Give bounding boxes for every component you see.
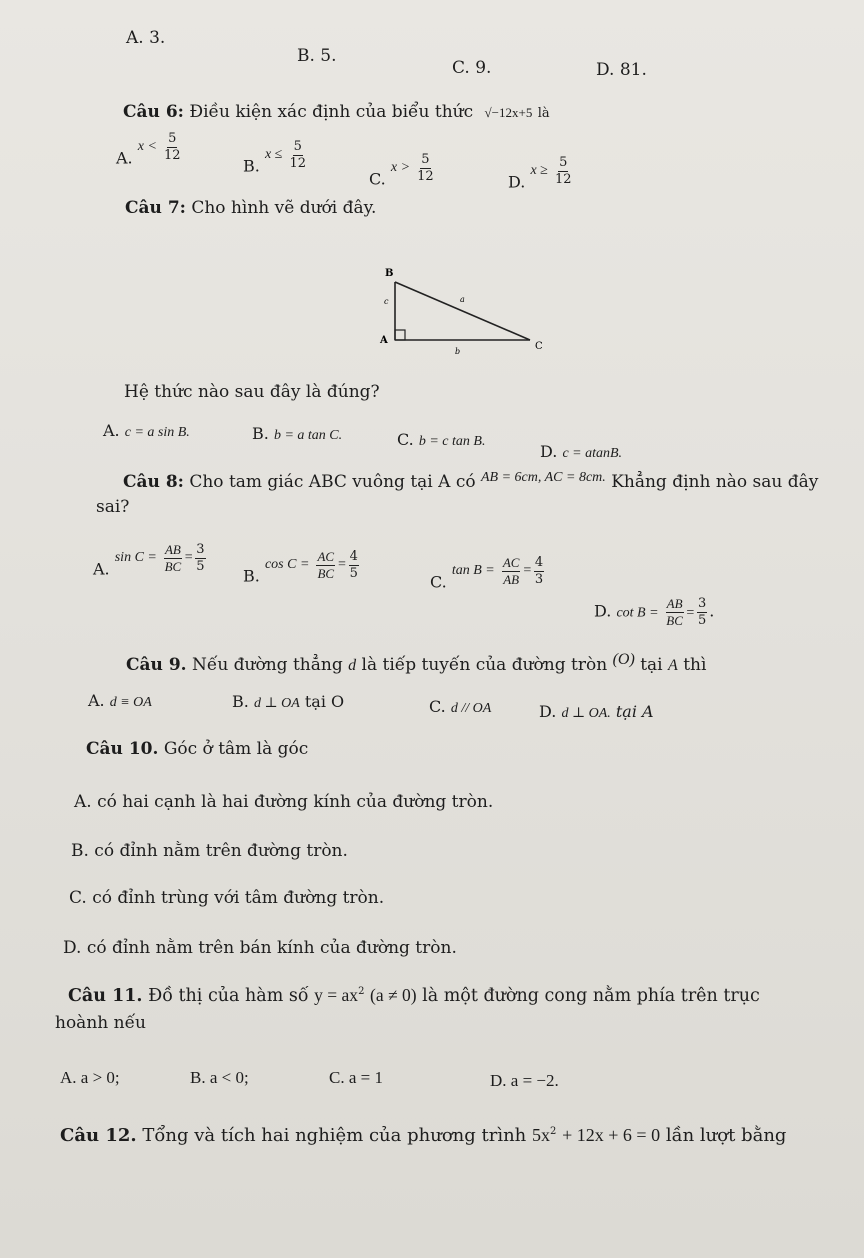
right-angle-mark [395, 330, 405, 340]
option-letter: D. [508, 172, 526, 192]
q12-stem: Câu 12. Tổng và tích hai nghiệm của phương trình $5x^2 + 12x + 6 = 0$ lần lượt bằng [60, 1125, 787, 1146]
q8-stem [123, 472, 818, 492]
vertex-a-label: A [380, 335, 388, 346]
q6-text: Điều kiện xác định của biểu thức [189, 102, 474, 122]
option-letter: C. [430, 572, 447, 592]
option-letter: D. [540, 442, 558, 461]
q8-stem-line2: sai? [96, 497, 130, 517]
q5-option-b[interactable]: B. 5. [297, 46, 337, 66]
option-tail: tại A [615, 702, 654, 721]
option-letter: C. [369, 169, 386, 189]
right-triangle-figure [360, 258, 560, 358]
option-letter: D. [594, 601, 612, 621]
option-expression: d // OA [450, 701, 492, 716]
option-letter: A. [88, 691, 105, 710]
option-lhs: sin C = [114, 549, 157, 565]
q9-stem: Câu 9. Nếu đường thẳng d là tiếp tuyến của đường tròn (O) tại A thì [126, 651, 707, 675]
q8-tail: Khẳng định nào sau đây [611, 472, 819, 492]
q6-option-a[interactable] [116, 131, 183, 174]
q6-option-b[interactable] [243, 139, 308, 182]
option-expression: b = a tan C. [273, 428, 343, 443]
q11-stem-line2: hoành nếu [55, 1013, 146, 1033]
q10-option-a[interactable]: A. có hai cạnh là hai đường kính của đường tròn. [74, 792, 494, 812]
option-lhs: tan B = [451, 562, 495, 578]
q7-text: Cho hình vẽ dưới đây. [191, 198, 377, 218]
q9-option-c[interactable] [429, 697, 491, 717]
option-fraction: $\frac{3}{5}$ [697, 596, 707, 628]
option-letter: A. [103, 421, 120, 440]
side-b-label: b [455, 347, 461, 356]
option-expression: b = c tan B. [418, 434, 486, 449]
option-tail: tại O [304, 692, 345, 711]
option-relation: x < [137, 138, 157, 154]
option-letter: A. [116, 148, 133, 168]
q7-stem [125, 198, 376, 218]
q7-option-c[interactable] [397, 430, 485, 450]
option-fraction: $\frac{4}{3}$ [534, 555, 544, 587]
option-letter: D. [539, 702, 557, 721]
option-fraction: $\frac{5}{12}$ [417, 152, 434, 184]
q5-option-d[interactable]: D. 81. [596, 60, 647, 80]
option-fraction: $\frac{5}{12}$ [289, 139, 306, 171]
option-letter: C. [429, 697, 446, 716]
q6-expression: √−12x+5 [484, 105, 533, 120]
option-expression: d ⊥ OA. [561, 706, 611, 721]
option-fraction: $\frac{5}{12}$ [554, 155, 572, 187]
q8-label: Câu 8: [123, 472, 184, 492]
q6-option-d[interactable] [508, 155, 573, 198]
q9-option-b[interactable] [232, 692, 344, 712]
q11-option-d[interactable]: D. a = −2. [490, 1071, 559, 1090]
option-lhs: cos C = [264, 556, 310, 572]
q5-option-c[interactable]: C. 9. [452, 58, 492, 78]
q7-question: Hệ thức nào sau đây là đúng? [124, 382, 380, 402]
q8-option-d[interactable]: D. cot B = $\frac{AB}{BC}$ = $\frac{3}{5}$ . [594, 596, 715, 628]
q10-stem: Câu 10. Góc ở tâm là góc [86, 739, 309, 759]
q8-condition: AB = 6cm, AC = 8cm. [480, 470, 606, 485]
option-expression: d ≡ OA [109, 695, 152, 710]
vertex-c-label: C [535, 341, 543, 352]
option-lhs: cot B = [616, 605, 659, 621]
q10-option-d[interactable]: D. có đỉnh nằm trên bán kính của đường tròn. [63, 938, 457, 958]
option-relation: x ≥ [530, 162, 548, 178]
q12-label: Câu 12. [60, 1125, 137, 1146]
option-fraction: $\frac{AC}{BC}$ [317, 549, 335, 581]
option-letter: B. [252, 424, 269, 443]
option-letter: B. [243, 156, 260, 176]
option-letter: B. [243, 566, 260, 586]
option-fraction: $\frac{4}{5}$ [349, 549, 358, 581]
q8-text: Cho tam giác ABC vuông tại A có [189, 472, 476, 492]
option-fraction: $\frac{AB}{BC}$ [164, 542, 182, 574]
q7-label: Câu 7: [125, 198, 186, 218]
q9-label: Câu 9. [126, 655, 187, 675]
side-a [395, 282, 530, 340]
option-expression: d ⊥ OA [253, 696, 300, 711]
option-relation: x > [390, 159, 411, 175]
q5-option-a[interactable]: A. 3. [126, 28, 166, 48]
q11-option-c[interactable]: C. a = 1 [329, 1068, 383, 1087]
option-fraction: $\frac{3}{5}$ [196, 542, 205, 574]
q11-stem: Câu 11. Đồ thị của hàm số $y = ax^2$ (a ≠ 0) là một đường cong nằm phía trên trục [68, 985, 760, 1006]
option-letter: C. [397, 430, 414, 449]
option-fraction: $\frac{AB}{BC}$ [666, 596, 683, 628]
option-letter: B. [232, 692, 249, 711]
q11-option-a[interactable]: A. a > 0; [60, 1068, 120, 1087]
option-expression: c = a sin B. [124, 425, 190, 440]
q8-option-a[interactable]: A. sin C = $\frac{AB}{BC}$ = $\frac{3}{5}$ [93, 542, 205, 579]
side-c-label: c [384, 297, 389, 306]
q6-label: Câu 6: [123, 102, 184, 122]
q7-option-a[interactable] [103, 421, 190, 441]
q8-option-b[interactable]: B. cos C = $\frac{AC}{BC}$ = $\frac{4}{5}$ [243, 549, 358, 586]
side-a-label: a [460, 295, 465, 304]
q11-option-b[interactable]: B. a < 0; [190, 1068, 249, 1087]
option-fraction: $\frac{AC}{AB}$ [502, 555, 520, 587]
q6-tail: là [537, 106, 550, 121]
q8-option-c[interactable]: C. tan B = $\frac{AC}{AB}$ = $\frac{4}{3}$ [430, 555, 544, 592]
q6-stem [123, 102, 550, 122]
q11-label: Câu 11. [68, 986, 143, 1006]
option-expression: c = atanB. [562, 446, 623, 461]
q9-option-d[interactable] [539, 702, 654, 722]
q10-option-c[interactable]: C. có đỉnh trùng với tâm đường tròn. [69, 888, 385, 908]
option-fraction: $\frac{5}{12}$ [164, 131, 181, 163]
q6-option-c[interactable] [369, 152, 436, 195]
option-relation: x ≤ [264, 146, 283, 162]
q10-option-b[interactable]: B. có đỉnh nằm trên đường tròn. [71, 841, 348, 861]
option-letter: A. [93, 559, 110, 579]
q9-option-a[interactable] [88, 691, 152, 711]
q10-label: Câu 10. [86, 739, 159, 759]
vertex-b-label: B [385, 268, 394, 279]
q7-option-b[interactable] [252, 424, 342, 444]
q7-option-d[interactable] [540, 442, 622, 462]
